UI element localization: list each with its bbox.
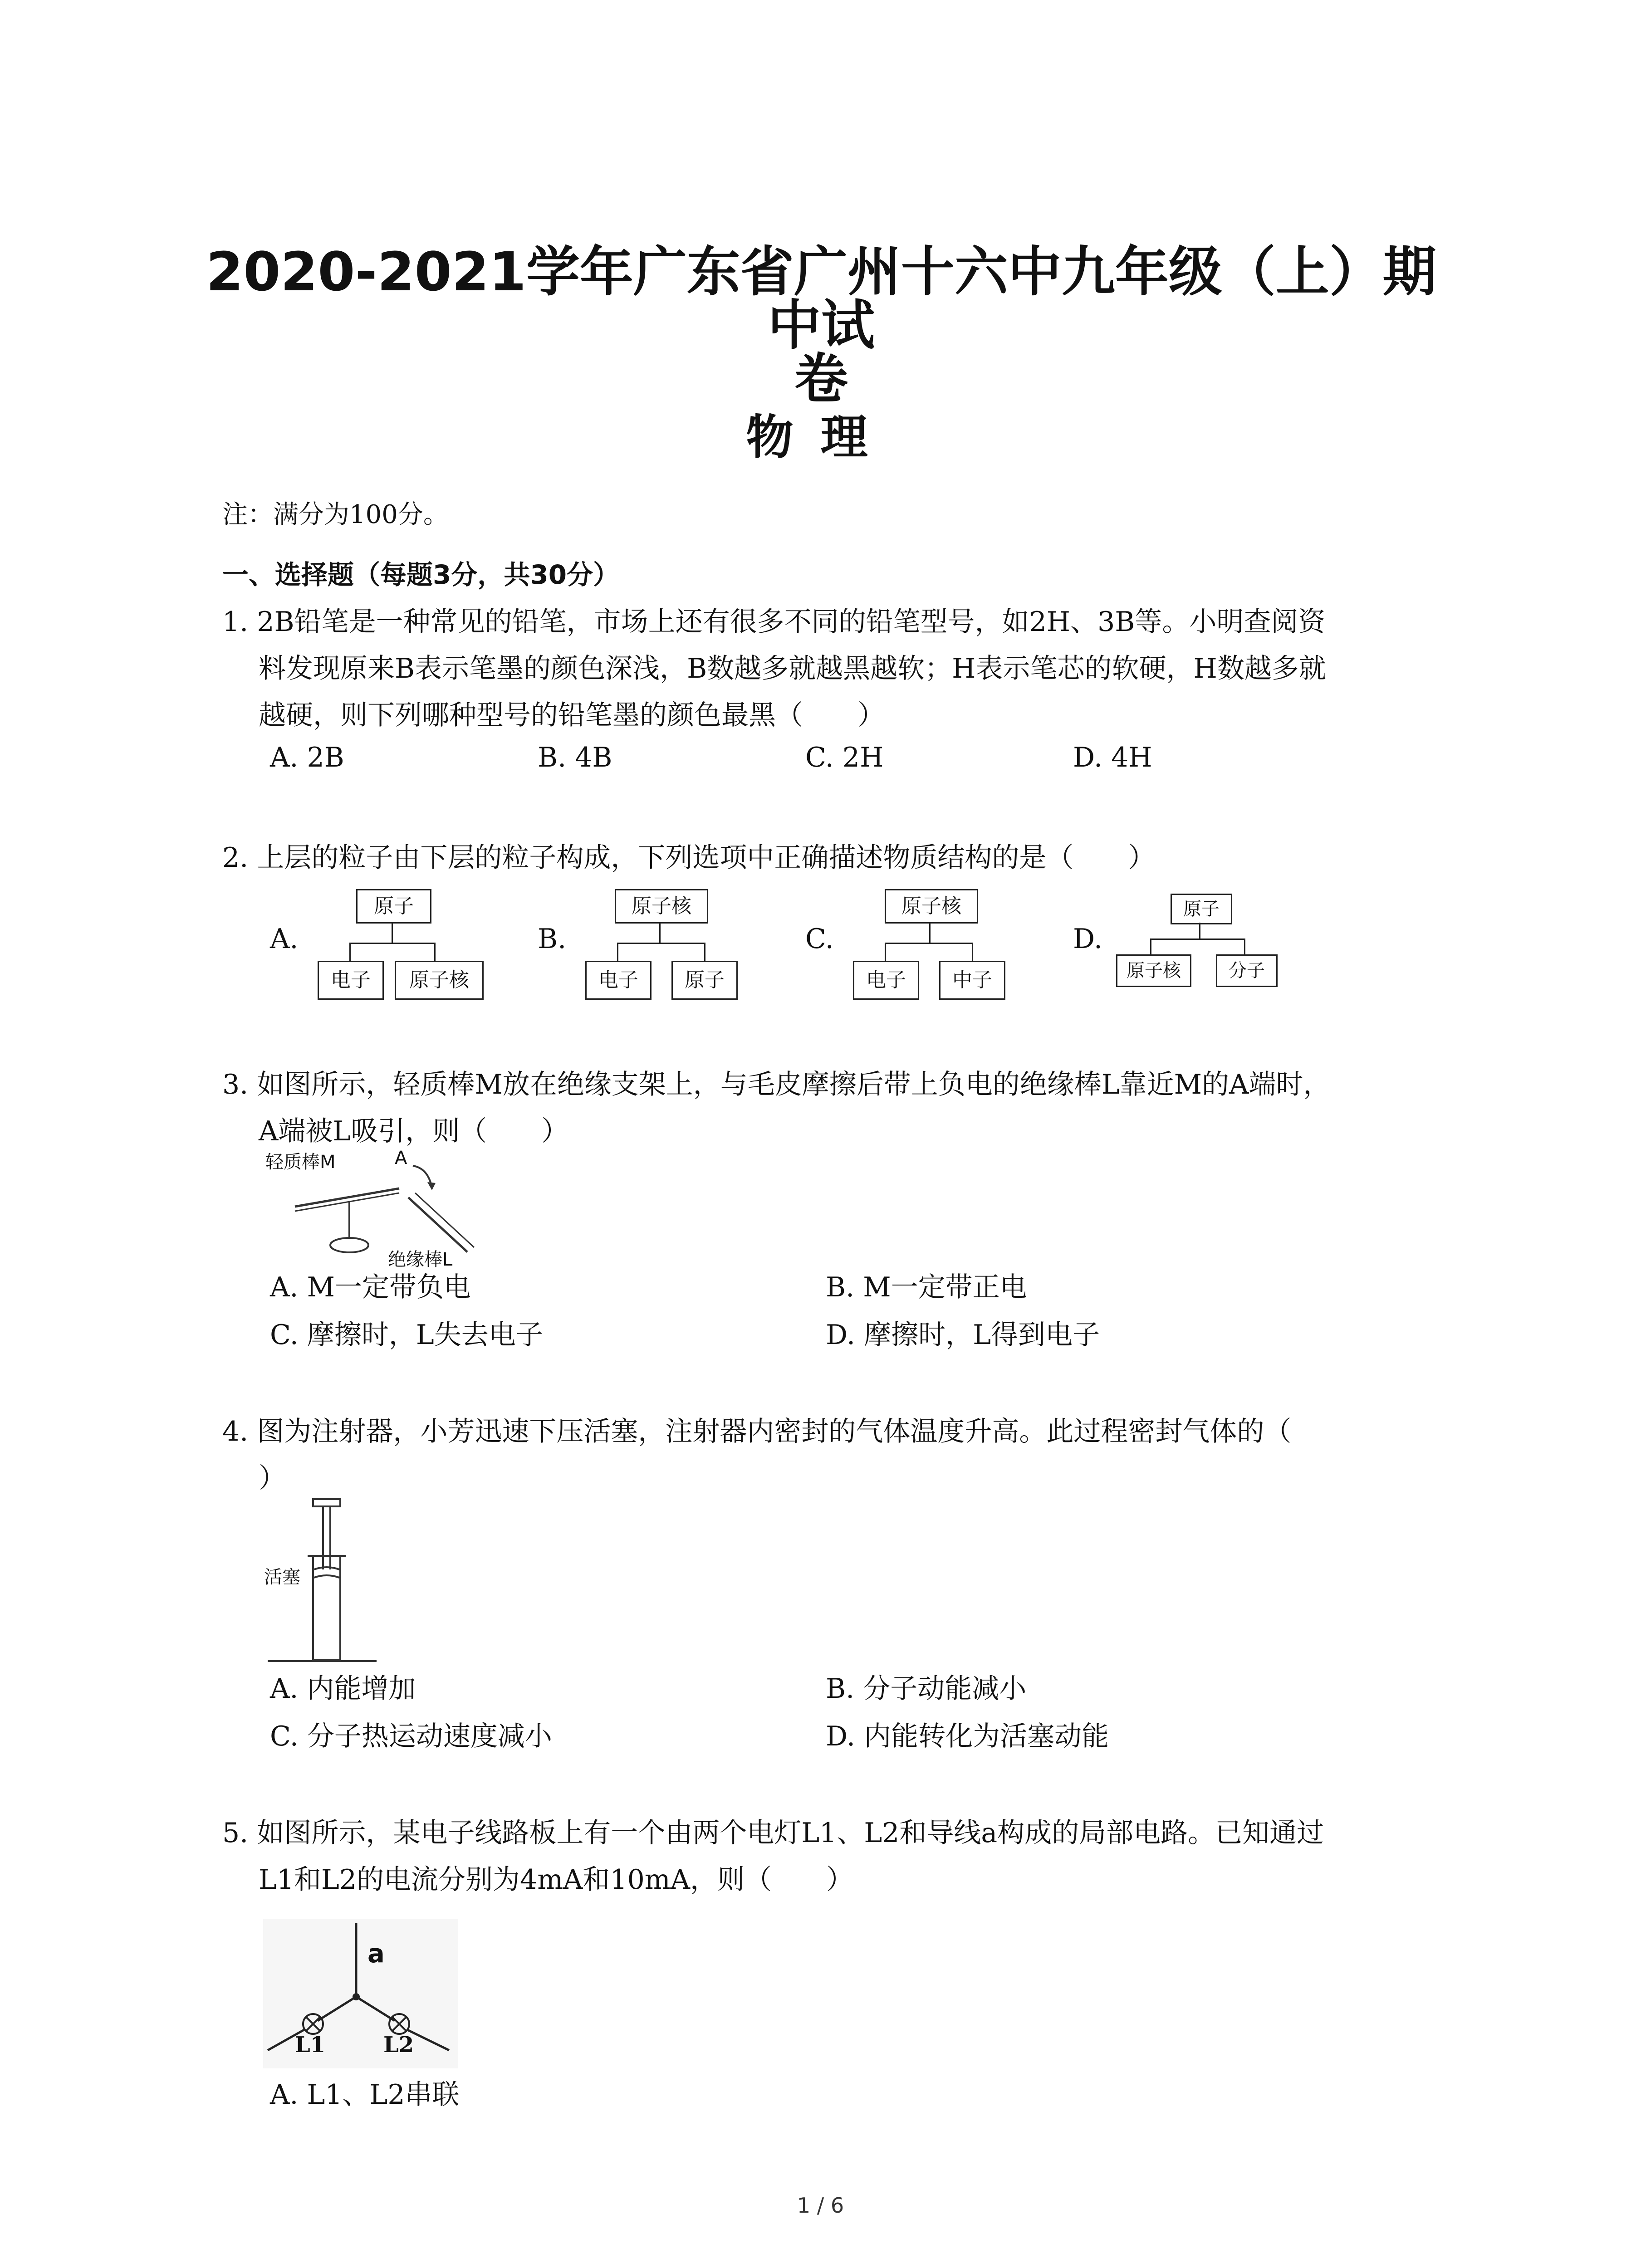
- q5-line-2: L1和L2的电流分别为4mA和10mA，则（ ）: [259, 1864, 854, 1896]
- label-lamp-l1: L1: [295, 2032, 326, 2058]
- label-wire-a: a: [367, 1939, 385, 1969]
- title-line-2: 卷: [794, 347, 848, 410]
- diagram-a-right: 原子核: [395, 961, 484, 1000]
- diagram-d-top: 原子: [1171, 894, 1232, 924]
- q4-figure: [263, 1497, 381, 1669]
- q1-option-b: B. 4B: [538, 742, 612, 773]
- page-title: [195, 240, 1447, 410]
- q4-line-2: ）: [259, 1462, 286, 1494]
- q4-option-a: A. 内能增加: [270, 1673, 416, 1705]
- diagram-c-left: 电子: [853, 961, 919, 1000]
- q1-option-d: D. 4H: [1073, 742, 1152, 773]
- q5-option-a: A. L1、L2串联: [270, 2079, 460, 2111]
- score-note: 注：满分为100分。: [222, 500, 449, 529]
- question-1: [222, 599, 1438, 739]
- section-heading: 一、选择题（每题3分，共30分）: [222, 559, 620, 590]
- q2-label-d: D.: [1073, 923, 1103, 955]
- page-number: 1 / 6: [797, 2193, 844, 2218]
- q4-line-1: 4. 图为注射器，小芳迅速下压活塞，注射器内密封的气体温度升高。此过程密封气体的（: [222, 1416, 1292, 1447]
- q2-label-a: A.: [270, 923, 299, 955]
- label-lamp-l2: L2: [383, 2032, 414, 2058]
- subject-title: 物理: [746, 410, 895, 465]
- q4-option-c: C. 分子热运动速度减小: [270, 1721, 552, 1752]
- q1-option-a: A. 2B: [270, 742, 344, 773]
- q3-option-d: D. 摩擦时，L得到电子: [826, 1319, 1100, 1351]
- diagram-a-left: 电子: [318, 961, 384, 1000]
- diagram-b-left: 电子: [585, 961, 652, 1000]
- q1-line-1: 1. 2B铅笔是一种常见的铅笔，市场上还有很多不同的铅笔型号，如2H、3B等。小明查阅资: [222, 606, 1326, 638]
- diagram-d-right: 分子: [1216, 954, 1278, 987]
- q3-line-2: A端被L吸引，则（ ）: [259, 1115, 569, 1147]
- diagram-b-right: 原子: [671, 961, 738, 1000]
- q2-label-b: B.: [538, 923, 567, 955]
- q2-label-c: C.: [805, 923, 834, 955]
- question-4: [222, 1408, 1438, 1502]
- diagram-a-top: 原子: [356, 889, 431, 924]
- question-5: [222, 1810, 1438, 1903]
- q3-option-b: B. M一定带正电: [826, 1271, 1027, 1303]
- q1-line-2: 料发现原来B表示笔墨的颜色深浅，B数越多就越黑越软；H表示笔芯的软硬，H数越多就: [259, 653, 1326, 684]
- q3-option-a: A. M一定带负电: [270, 1271, 471, 1303]
- question-3: [222, 1061, 1438, 1155]
- question-2: 2. 上层的粒子由下层的粒子构成，下列选项中正确描述物质结构的是（ ）: [222, 842, 1156, 874]
- q1-option-c: C. 2H: [805, 742, 884, 773]
- q3-option-c: C. 摩擦时，L失去电子: [270, 1319, 543, 1351]
- diagram-c-right: 中子: [939, 961, 1005, 1000]
- circuit-diagram: [263, 1919, 458, 2068]
- q3-figure: [259, 1148, 495, 1270]
- q4-option-d: D. 内能转化为活塞动能: [826, 1721, 1109, 1752]
- q3-line-1: 3. 如图所示，轻质棒M放在绝缘支架上，与毛皮摩擦后带上负电的绝缘棒L靠近M的A端时，: [222, 1069, 1331, 1100]
- diagram-d-left: 原子核: [1116, 954, 1191, 987]
- label-rod-l: 绝缘棒L: [388, 1249, 453, 1270]
- label-rod-m: 轻质棒M: [265, 1152, 336, 1173]
- q1-line-3: 越硬，则下列哪种型号的铅笔墨的颜色最黑（ ）: [259, 699, 885, 731]
- q4-option-b: B. 分子动能减小: [826, 1673, 1027, 1705]
- q5-line-1: 5. 如图所示，某电子线路板上有一个由两个电灯L1、L2和导线a构成的局部电路。已知通过: [222, 1817, 1324, 1849]
- label-end-a: A: [395, 1148, 407, 1168]
- label-piston: 活塞: [264, 1567, 300, 1588]
- title-line-1: 2020-2021学年广东省广州十六中九年级（上）期中试: [206, 240, 1436, 357]
- diagram-c-top: 原子核: [885, 889, 978, 924]
- q5-figure: [263, 1919, 458, 2068]
- diagram-b-top: 原子核: [615, 889, 708, 924]
